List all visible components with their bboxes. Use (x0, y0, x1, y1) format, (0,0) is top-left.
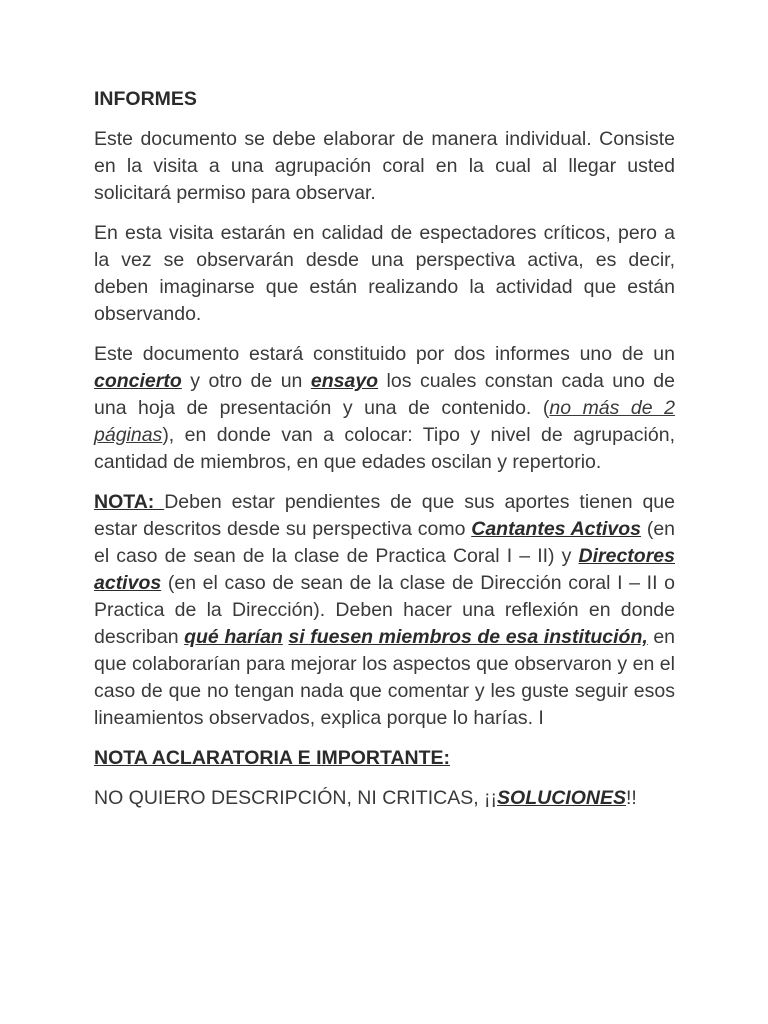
text-segment: (en el caso de sean de la clase de Dirección coral I – II o Practica de la Dirección). Deben hacer una reflexión en donde describan (94, 572, 675, 648)
text-segment: Deben estar pendientes de que sus aportes tienen que estar descritos desde su perspectiva como (94, 491, 675, 540)
text-segment: en que colaborarían para mejorar los aspectos que observaron y en el caso de que no tengan nada que comentar y les guste seguir esos lineamientos observados, explica porque lo harías. I (94, 626, 676, 729)
document-body (94, 86, 675, 825)
text-segment: (en el caso de sean de la clase de Practica Coral I – II) y (94, 518, 676, 567)
text-segment: y otro de un (181, 370, 311, 392)
emphasis-concierto: concierto (94, 370, 182, 392)
paragraph-solutions (94, 785, 675, 812)
text-segment: !! (625, 787, 637, 809)
text-segment: ), en donde van a colocar: Tipo y nivel de agrupación, cantidad de miembros, en que edades oscilan y repertorio. (94, 424, 675, 473)
paragraph-nota (94, 489, 675, 732)
paragraph-reports (94, 341, 675, 476)
text-segment: NO QUIERO DESCRIPCIÓN, NI CRITICAS, ¡¡ (94, 787, 498, 809)
emphasis-si-fuesen-miembros: si fuesen miembros de esa institución, (288, 626, 648, 648)
emphasis-soluciones: SOLUCIONES (497, 787, 626, 809)
paragraph-intro: Este documento se debe elaborar de manera individual. Consiste en la visita a una agrupación coral en la cual al llegar usted solicitará permiso para observar. (94, 128, 675, 204)
paragraph-visit: En esta visita estarán en calidad de espectadores críticos, pero a la vez se observarán desde una perspectiva activa, es decir, deben imaginarse que están realizando la actividad que están observando. (94, 222, 675, 325)
emphasis-cantantes-activos: Cantantes Activos (471, 518, 642, 540)
nota-label: NOTA: (94, 491, 165, 513)
note-title: NOTA ACLARATORIA E IMPORTANTE: (94, 747, 451, 769)
emphasis-que-harian: qué harían (184, 626, 283, 648)
text-segment: los cuales constan cada uno de una hoja de presentación y una de contenido. ( (94, 370, 676, 419)
document-title: INFORMES (94, 88, 197, 110)
emphasis-directores-activos: Directores activos (94, 545, 675, 594)
text-segment: Este documento estará constituido por dos informes uno de un (94, 343, 675, 365)
emphasis-ensayo: ensayo (310, 370, 379, 392)
emphasis-page-limit: no más de 2 páginas (94, 397, 675, 446)
